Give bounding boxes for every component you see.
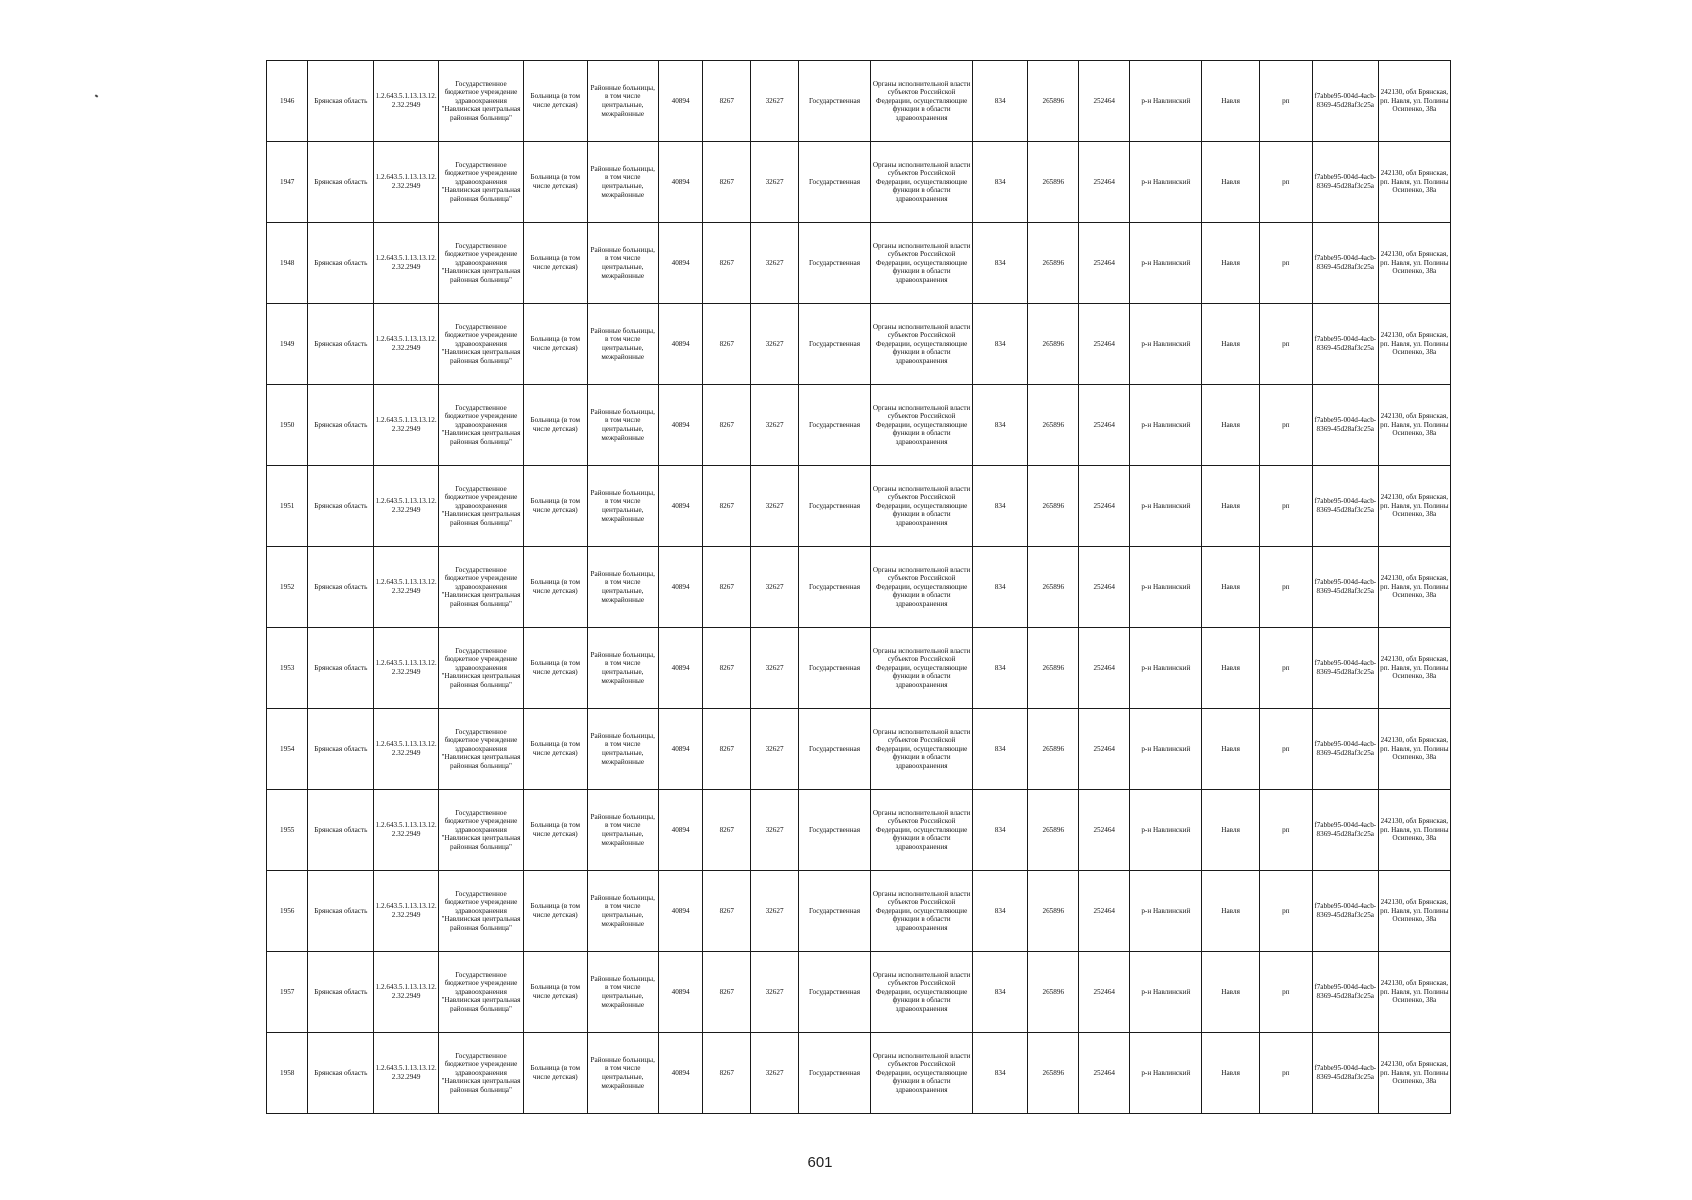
code-cell-3: 32627	[751, 709, 799, 790]
region-cell: Брянская область	[308, 304, 374, 385]
code-cell-6: 252464	[1079, 466, 1130, 547]
oid-cell: 1.2.643.5.1.13.13.12.2.32.2949	[374, 547, 439, 628]
code-cell-4: 834	[973, 61, 1028, 142]
organization-type-cell: Больница (в том числе детская)	[523, 61, 587, 142]
code-cell-5: 265896	[1028, 304, 1079, 385]
row-number-cell: 1946	[267, 61, 308, 142]
code-cell-6: 252464	[1079, 61, 1130, 142]
organization-subtype-cell: Районные больницы, в том числе центральные, межрайонные	[587, 385, 658, 466]
guid-cell: f7abbe95-004d-4acb-8369-45d28af3c25a	[1312, 304, 1378, 385]
locality-type-cell: рп	[1259, 790, 1312, 871]
oid-cell: 1.2.643.5.1.13.13.12.2.32.2949	[374, 385, 439, 466]
code-cell-4: 834	[973, 385, 1028, 466]
code-cell-3: 32627	[751, 223, 799, 304]
code-cell-4: 834	[973, 952, 1028, 1033]
code-cell-3: 32627	[751, 790, 799, 871]
authority-cell: Органы исполнительной власти субъектов Российской Федерации, осуществляющие функции в области здравоохранения	[871, 547, 973, 628]
code-cell-3: 32627	[751, 142, 799, 223]
row-number-cell: 1952	[267, 547, 308, 628]
locality-cell: Навля	[1202, 709, 1259, 790]
oid-cell: 1.2.643.5.1.13.13.12.2.32.2949	[374, 304, 439, 385]
row-number-cell: 1955	[267, 790, 308, 871]
code-cell-2: 8267	[703, 142, 751, 223]
code-cell-3: 32627	[751, 466, 799, 547]
district-cell: р-н Навлинский	[1130, 142, 1202, 223]
district-cell: р-н Навлинский	[1130, 628, 1202, 709]
district-cell: р-н Навлинский	[1130, 385, 1202, 466]
authority-cell: Органы исполнительной власти субъектов Российской Федерации, осуществляющие функции в области здравоохранения	[871, 466, 973, 547]
address-cell: 242130, обл Брянская, рп. Навля, ул. Полины Осипенко, 38а	[1378, 871, 1450, 952]
address-cell: 242130, обл Брянская, рп. Навля, ул. Полины Осипенко, 38а	[1378, 1033, 1450, 1114]
code-cell-5: 265896	[1028, 709, 1079, 790]
locality-cell: Навля	[1202, 628, 1259, 709]
organization-type-cell: Больница (в том числе детская)	[523, 871, 587, 952]
district-cell: р-н Навлинский	[1130, 1033, 1202, 1114]
oid-cell: 1.2.643.5.1.13.13.12.2.32.2949	[374, 790, 439, 871]
organization-name-cell: Государственное бюджетное учреждение здравоохранения "Навлинская центральная районная больница"	[439, 709, 524, 790]
region-cell: Брянская область	[308, 709, 374, 790]
code-cell-1: 40894	[658, 223, 703, 304]
guid-cell: f7abbe95-004d-4acb-8369-45d28af3c25a	[1312, 1033, 1378, 1114]
code-cell-6: 252464	[1079, 952, 1130, 1033]
district-cell: р-н Навлинский	[1130, 547, 1202, 628]
oid-cell: 1.2.643.5.1.13.13.12.2.32.2949	[374, 952, 439, 1033]
code-cell-2: 8267	[703, 547, 751, 628]
district-cell: р-н Навлинский	[1130, 871, 1202, 952]
code-cell-5: 265896	[1028, 385, 1079, 466]
oid-cell: 1.2.643.5.1.13.13.12.2.32.2949	[374, 709, 439, 790]
code-cell-6: 252464	[1079, 142, 1130, 223]
guid-cell: f7abbe95-004d-4acb-8369-45d28af3c25a	[1312, 952, 1378, 1033]
address-cell: 242130, обл Брянская, рп. Навля, ул. Полины Осипенко, 38а	[1378, 628, 1450, 709]
code-cell-4: 834	[973, 142, 1028, 223]
guid-cell: f7abbe95-004d-4acb-8369-45d28af3c25a	[1312, 61, 1378, 142]
registry-body	[267, 61, 1451, 1114]
region-cell: Брянская область	[308, 223, 374, 304]
code-cell-5: 265896	[1028, 142, 1079, 223]
code-cell-6: 252464	[1079, 1033, 1130, 1114]
district-cell: р-н Навлинский	[1130, 304, 1202, 385]
organization-type-cell: Больница (в том числе детская)	[523, 142, 587, 223]
organization-type-cell: Больница (в том числе детская)	[523, 385, 587, 466]
code-cell-5: 265896	[1028, 61, 1079, 142]
code-cell-4: 834	[973, 304, 1028, 385]
locality-type-cell: рп	[1259, 952, 1312, 1033]
region-cell: Брянская область	[308, 871, 374, 952]
authority-cell: Органы исполнительной власти субъектов Российской Федерации, осуществляющие функции в области здравоохранения	[871, 952, 973, 1033]
locality-type-cell: рп	[1259, 709, 1312, 790]
row-number-cell: 1954	[267, 709, 308, 790]
address-cell: 242130, обл Брянская, рп. Навля, ул. Полины Осипенко, 38а	[1378, 142, 1450, 223]
region-cell: Брянская область	[308, 1033, 374, 1114]
organization-name-cell: Государственное бюджетное учреждение здравоохранения "Навлинская центральная районная больница"	[439, 223, 524, 304]
locality-cell: Навля	[1202, 952, 1259, 1033]
guid-cell: f7abbe95-004d-4acb-8369-45d28af3c25a	[1312, 628, 1378, 709]
code-cell-1: 40894	[658, 466, 703, 547]
address-cell: 242130, обл Брянская, рп. Навля, ул. Полины Осипенко, 38а	[1378, 952, 1450, 1033]
code-cell-2: 8267	[703, 1033, 751, 1114]
locality-cell: Навля	[1202, 304, 1259, 385]
organization-name-cell: Государственное бюджетное учреждение здравоохранения "Навлинская центральная районная больница"	[439, 790, 524, 871]
locality-type-cell: рп	[1259, 466, 1312, 547]
address-cell: 242130, обл Брянская, рп. Навля, ул. Полины Осипенко, 38а	[1378, 466, 1450, 547]
code-cell-3: 32627	[751, 385, 799, 466]
address-cell: 242130, обл Брянская, рп. Навля, ул. Полины Осипенко, 38а	[1378, 304, 1450, 385]
table-row	[267, 871, 1451, 952]
guid-cell: f7abbe95-004d-4acb-8369-45d28af3c25a	[1312, 142, 1378, 223]
locality-type-cell: рп	[1259, 304, 1312, 385]
address-cell: 242130, обл Брянская, рп. Навля, ул. Полины Осипенко, 38а	[1378, 223, 1450, 304]
locality-type-cell: рп	[1259, 385, 1312, 466]
locality-type-cell: рп	[1259, 628, 1312, 709]
ownership-cell: Государственная	[798, 223, 870, 304]
organization-subtype-cell: Районные больницы, в том числе центральные, межрайонные	[587, 61, 658, 142]
code-cell-5: 265896	[1028, 871, 1079, 952]
guid-cell: f7abbe95-004d-4acb-8369-45d28af3c25a	[1312, 223, 1378, 304]
code-cell-1: 40894	[658, 304, 703, 385]
organization-type-cell: Больница (в том числе детская)	[523, 547, 587, 628]
oid-cell: 1.2.643.5.1.13.13.12.2.32.2949	[374, 223, 439, 304]
oid-cell: 1.2.643.5.1.13.13.12.2.32.2949	[374, 466, 439, 547]
code-cell-6: 252464	[1079, 385, 1130, 466]
code-cell-5: 265896	[1028, 790, 1079, 871]
organization-subtype-cell: Районные больницы, в том числе центральные, межрайонные	[587, 547, 658, 628]
table-row	[267, 709, 1451, 790]
oid-cell: 1.2.643.5.1.13.13.12.2.32.2949	[374, 871, 439, 952]
authority-cell: Органы исполнительной власти субъектов Российской Федерации, осуществляющие функции в области здравоохранения	[871, 385, 973, 466]
district-cell: р-н Навлинский	[1130, 952, 1202, 1033]
code-cell-5: 265896	[1028, 952, 1079, 1033]
organization-subtype-cell: Районные больницы, в том числе центральные, межрайонные	[587, 871, 658, 952]
code-cell-1: 40894	[658, 790, 703, 871]
region-cell: Брянская область	[308, 790, 374, 871]
ownership-cell: Государственная	[798, 1033, 870, 1114]
district-cell: р-н Навлинский	[1130, 61, 1202, 142]
table-row	[267, 1033, 1451, 1114]
organization-name-cell: Государственное бюджетное учреждение здравоохранения "Навлинская центральная районная больница"	[439, 304, 524, 385]
ownership-cell: Государственная	[798, 385, 870, 466]
table-row	[267, 223, 1451, 304]
ownership-cell: Государственная	[798, 61, 870, 142]
address-cell: 242130, обл Брянская, рп. Навля, ул. Полины Осипенко, 38а	[1378, 547, 1450, 628]
organization-subtype-cell: Районные больницы, в том числе центральные, межрайонные	[587, 1033, 658, 1114]
locality-cell: Навля	[1202, 1033, 1259, 1114]
row-number-cell: 1957	[267, 952, 308, 1033]
ownership-cell: Государственная	[798, 547, 870, 628]
authority-cell: Органы исполнительной власти субъектов Российской Федерации, осуществляющие функции в области здравоохранения	[871, 628, 973, 709]
code-cell-2: 8267	[703, 61, 751, 142]
code-cell-2: 8267	[703, 709, 751, 790]
authority-cell: Органы исполнительной власти субъектов Российской Федерации, осуществляющие функции в области здравоохранения	[871, 142, 973, 223]
organization-type-cell: Больница (в том числе детская)	[523, 952, 587, 1033]
guid-cell: f7abbe95-004d-4acb-8369-45d28af3c25a	[1312, 871, 1378, 952]
organization-subtype-cell: Районные больницы, в том числе центральные, межрайонные	[587, 790, 658, 871]
region-cell: Брянская область	[308, 547, 374, 628]
ownership-cell: Государственная	[798, 952, 870, 1033]
organization-name-cell: Государственное бюджетное учреждение здравоохранения "Навлинская центральная районная больница"	[439, 61, 524, 142]
code-cell-2: 8267	[703, 628, 751, 709]
organization-type-cell: Больница (в том числе детская)	[523, 790, 587, 871]
locality-type-cell: рп	[1259, 61, 1312, 142]
district-cell: р-н Навлинский	[1130, 790, 1202, 871]
oid-cell: 1.2.643.5.1.13.13.12.2.32.2949	[374, 1033, 439, 1114]
code-cell-3: 32627	[751, 628, 799, 709]
code-cell-4: 834	[973, 223, 1028, 304]
code-cell-1: 40894	[658, 628, 703, 709]
locality-cell: Навля	[1202, 61, 1259, 142]
code-cell-3: 32627	[751, 871, 799, 952]
table-row	[267, 952, 1451, 1033]
authority-cell: Органы исполнительной власти субъектов Российской Федерации, осуществляющие функции в области здравоохранения	[871, 304, 973, 385]
authority-cell: Органы исполнительной власти субъектов Российской Федерации, осуществляющие функции в области здравоохранения	[871, 1033, 973, 1114]
code-cell-5: 265896	[1028, 547, 1079, 628]
code-cell-2: 8267	[703, 871, 751, 952]
organization-subtype-cell: Районные больницы, в том числе центральные, межрайонные	[587, 952, 658, 1033]
code-cell-1: 40894	[658, 952, 703, 1033]
oid-cell: 1.2.643.5.1.13.13.12.2.32.2949	[374, 61, 439, 142]
organization-name-cell: Государственное бюджетное учреждение здравоохранения "Навлинская центральная районная больница"	[439, 385, 524, 466]
locality-type-cell: рп	[1259, 142, 1312, 223]
table-row	[267, 790, 1451, 871]
ownership-cell: Государственная	[798, 871, 870, 952]
row-number-cell: 1950	[267, 385, 308, 466]
organization-type-cell: Больница (в том числе детская)	[523, 466, 587, 547]
organization-type-cell: Больница (в том числе детская)	[523, 223, 587, 304]
code-cell-3: 32627	[751, 952, 799, 1033]
table-row	[267, 628, 1451, 709]
code-cell-3: 32627	[751, 547, 799, 628]
table-row	[267, 385, 1451, 466]
code-cell-1: 40894	[658, 142, 703, 223]
authority-cell: Органы исполнительной власти субъектов Российской Федерации, осуществляющие функции в области здравоохранения	[871, 871, 973, 952]
guid-cell: f7abbe95-004d-4acb-8369-45d28af3c25a	[1312, 547, 1378, 628]
registry-sheet	[266, 60, 1451, 1114]
code-cell-2: 8267	[703, 385, 751, 466]
page-number: 601	[807, 1154, 833, 1171]
table-row	[267, 61, 1451, 142]
code-cell-6: 252464	[1079, 709, 1130, 790]
authority-cell: Органы исполнительной власти субъектов Российской Федерации, осуществляющие функции в области здравоохранения	[871, 709, 973, 790]
locality-type-cell: рп	[1259, 1033, 1312, 1114]
district-cell: р-н Навлинский	[1130, 709, 1202, 790]
guid-cell: f7abbe95-004d-4acb-8369-45d28af3c25a	[1312, 466, 1378, 547]
locality-cell: Навля	[1202, 466, 1259, 547]
district-cell: р-н Навлинский	[1130, 223, 1202, 304]
locality-cell: Навля	[1202, 871, 1259, 952]
locality-cell: Навля	[1202, 547, 1259, 628]
code-cell-5: 265896	[1028, 466, 1079, 547]
organization-name-cell: Государственное бюджетное учреждение здравоохранения "Навлинская центральная районная больница"	[439, 547, 524, 628]
code-cell-3: 32627	[751, 1033, 799, 1114]
organization-subtype-cell: Районные больницы, в том числе центральные, межрайонные	[587, 709, 658, 790]
code-cell-4: 834	[973, 709, 1028, 790]
organization-subtype-cell: Районные больницы, в том числе центральные, межрайонные	[587, 223, 658, 304]
organization-subtype-cell: Районные больницы, в том числе центральные, межрайонные	[587, 142, 658, 223]
code-cell-6: 252464	[1079, 547, 1130, 628]
table-row	[267, 304, 1451, 385]
locality-cell: Навля	[1202, 385, 1259, 466]
district-cell: р-н Навлинский	[1130, 466, 1202, 547]
row-number-cell: 1958	[267, 1033, 308, 1114]
organization-name-cell: Государственное бюджетное учреждение здравоохранения "Навлинская центральная районная больница"	[439, 1033, 524, 1114]
address-cell: 242130, обл Брянская, рп. Навля, ул. Полины Осипенко, 38а	[1378, 385, 1450, 466]
row-number-cell: 1956	[267, 871, 308, 952]
organization-name-cell: Государственное бюджетное учреждение здравоохранения "Навлинская центральная районная больница"	[439, 871, 524, 952]
locality-cell: Навля	[1202, 790, 1259, 871]
guid-cell: f7abbe95-004d-4acb-8369-45d28af3c25a	[1312, 790, 1378, 871]
organization-name-cell: Государственное бюджетное учреждение здравоохранения "Навлинская центральная районная больница"	[439, 466, 524, 547]
code-cell-1: 40894	[658, 547, 703, 628]
code-cell-2: 8267	[703, 952, 751, 1033]
code-cell-2: 8267	[703, 466, 751, 547]
ownership-cell: Государственная	[798, 709, 870, 790]
ownership-cell: Государственная	[798, 304, 870, 385]
guid-cell: f7abbe95-004d-4acb-8369-45d28af3c25a	[1312, 709, 1378, 790]
locality-cell: Навля	[1202, 223, 1259, 304]
organization-name-cell: Государственное бюджетное учреждение здравоохранения "Навлинская центральная районная больница"	[439, 952, 524, 1033]
row-number-cell: 1948	[267, 223, 308, 304]
code-cell-4: 834	[973, 1033, 1028, 1114]
table-row	[267, 142, 1451, 223]
region-cell: Брянская область	[308, 61, 374, 142]
code-cell-6: 252464	[1079, 628, 1130, 709]
code-cell-5: 265896	[1028, 1033, 1079, 1114]
code-cell-4: 834	[973, 547, 1028, 628]
code-cell-4: 834	[973, 628, 1028, 709]
code-cell-4: 834	[973, 871, 1028, 952]
oid-cell: 1.2.643.5.1.13.13.12.2.32.2949	[374, 142, 439, 223]
code-cell-1: 40894	[658, 385, 703, 466]
code-cell-3: 32627	[751, 304, 799, 385]
row-number-cell: 1949	[267, 304, 308, 385]
code-cell-5: 265896	[1028, 628, 1079, 709]
authority-cell: Органы исполнительной власти субъектов Российской Федерации, осуществляющие функции в области здравоохранения	[871, 790, 973, 871]
organization-subtype-cell: Районные больницы, в том числе центральные, межрайонные	[587, 628, 658, 709]
code-cell-1: 40894	[658, 871, 703, 952]
organization-subtype-cell: Районные больницы, в том числе центральные, межрайонные	[587, 304, 658, 385]
ownership-cell: Государственная	[798, 628, 870, 709]
table-row	[267, 466, 1451, 547]
organization-name-cell: Государственное бюджетное учреждение здравоохранения "Навлинская центральная районная больница"	[439, 142, 524, 223]
address-cell: 242130, обл Брянская, рп. Навля, ул. Полины Осипенко, 38а	[1378, 790, 1450, 871]
ownership-cell: Государственная	[798, 466, 870, 547]
locality-type-cell: рп	[1259, 547, 1312, 628]
code-cell-5: 265896	[1028, 223, 1079, 304]
row-number-cell: 1947	[267, 142, 308, 223]
scan-speck	[95, 94, 99, 97]
code-cell-1: 40894	[658, 709, 703, 790]
region-cell: Брянская область	[308, 466, 374, 547]
oid-cell: 1.2.643.5.1.13.13.12.2.32.2949	[374, 628, 439, 709]
region-cell: Брянская область	[308, 385, 374, 466]
organization-subtype-cell: Районные больницы, в том числе центральные, межрайонные	[587, 466, 658, 547]
registry-table	[266, 60, 1451, 1114]
locality-type-cell: рп	[1259, 871, 1312, 952]
code-cell-2: 8267	[703, 304, 751, 385]
code-cell-3: 32627	[751, 61, 799, 142]
ownership-cell: Государственная	[798, 790, 870, 871]
code-cell-1: 40894	[658, 61, 703, 142]
region-cell: Брянская область	[308, 952, 374, 1033]
row-number-cell: 1953	[267, 628, 308, 709]
organization-type-cell: Больница (в том числе детская)	[523, 1033, 587, 1114]
code-cell-2: 8267	[703, 223, 751, 304]
authority-cell: Органы исполнительной власти субъектов Российской Федерации, осуществляющие функции в области здравоохранения	[871, 61, 973, 142]
ownership-cell: Государственная	[798, 142, 870, 223]
code-cell-1: 40894	[658, 1033, 703, 1114]
table-row	[267, 547, 1451, 628]
organization-type-cell: Больница (в том числе детская)	[523, 304, 587, 385]
code-cell-4: 834	[973, 790, 1028, 871]
code-cell-6: 252464	[1079, 871, 1130, 952]
address-cell: 242130, обл Брянская, рп. Навля, ул. Полины Осипенко, 38а	[1378, 61, 1450, 142]
organization-name-cell: Государственное бюджетное учреждение здравоохранения "Навлинская центральная районная больница"	[439, 628, 524, 709]
region-cell: Брянская область	[308, 142, 374, 223]
locality-type-cell: рп	[1259, 223, 1312, 304]
address-cell: 242130, обл Брянская, рп. Навля, ул. Полины Осипенко, 38а	[1378, 709, 1450, 790]
organization-type-cell: Больница (в том числе детская)	[523, 709, 587, 790]
code-cell-6: 252464	[1079, 790, 1130, 871]
region-cell: Брянская область	[308, 628, 374, 709]
code-cell-2: 8267	[703, 790, 751, 871]
code-cell-6: 252464	[1079, 223, 1130, 304]
code-cell-6: 252464	[1079, 304, 1130, 385]
locality-cell: Навля	[1202, 142, 1259, 223]
guid-cell: f7abbe95-004d-4acb-8369-45d28af3c25a	[1312, 385, 1378, 466]
code-cell-4: 834	[973, 466, 1028, 547]
row-number-cell: 1951	[267, 466, 308, 547]
organization-type-cell: Больница (в том числе детская)	[523, 628, 587, 709]
authority-cell: Органы исполнительной власти субъектов Российской Федерации, осуществляющие функции в области здравоохранения	[871, 223, 973, 304]
